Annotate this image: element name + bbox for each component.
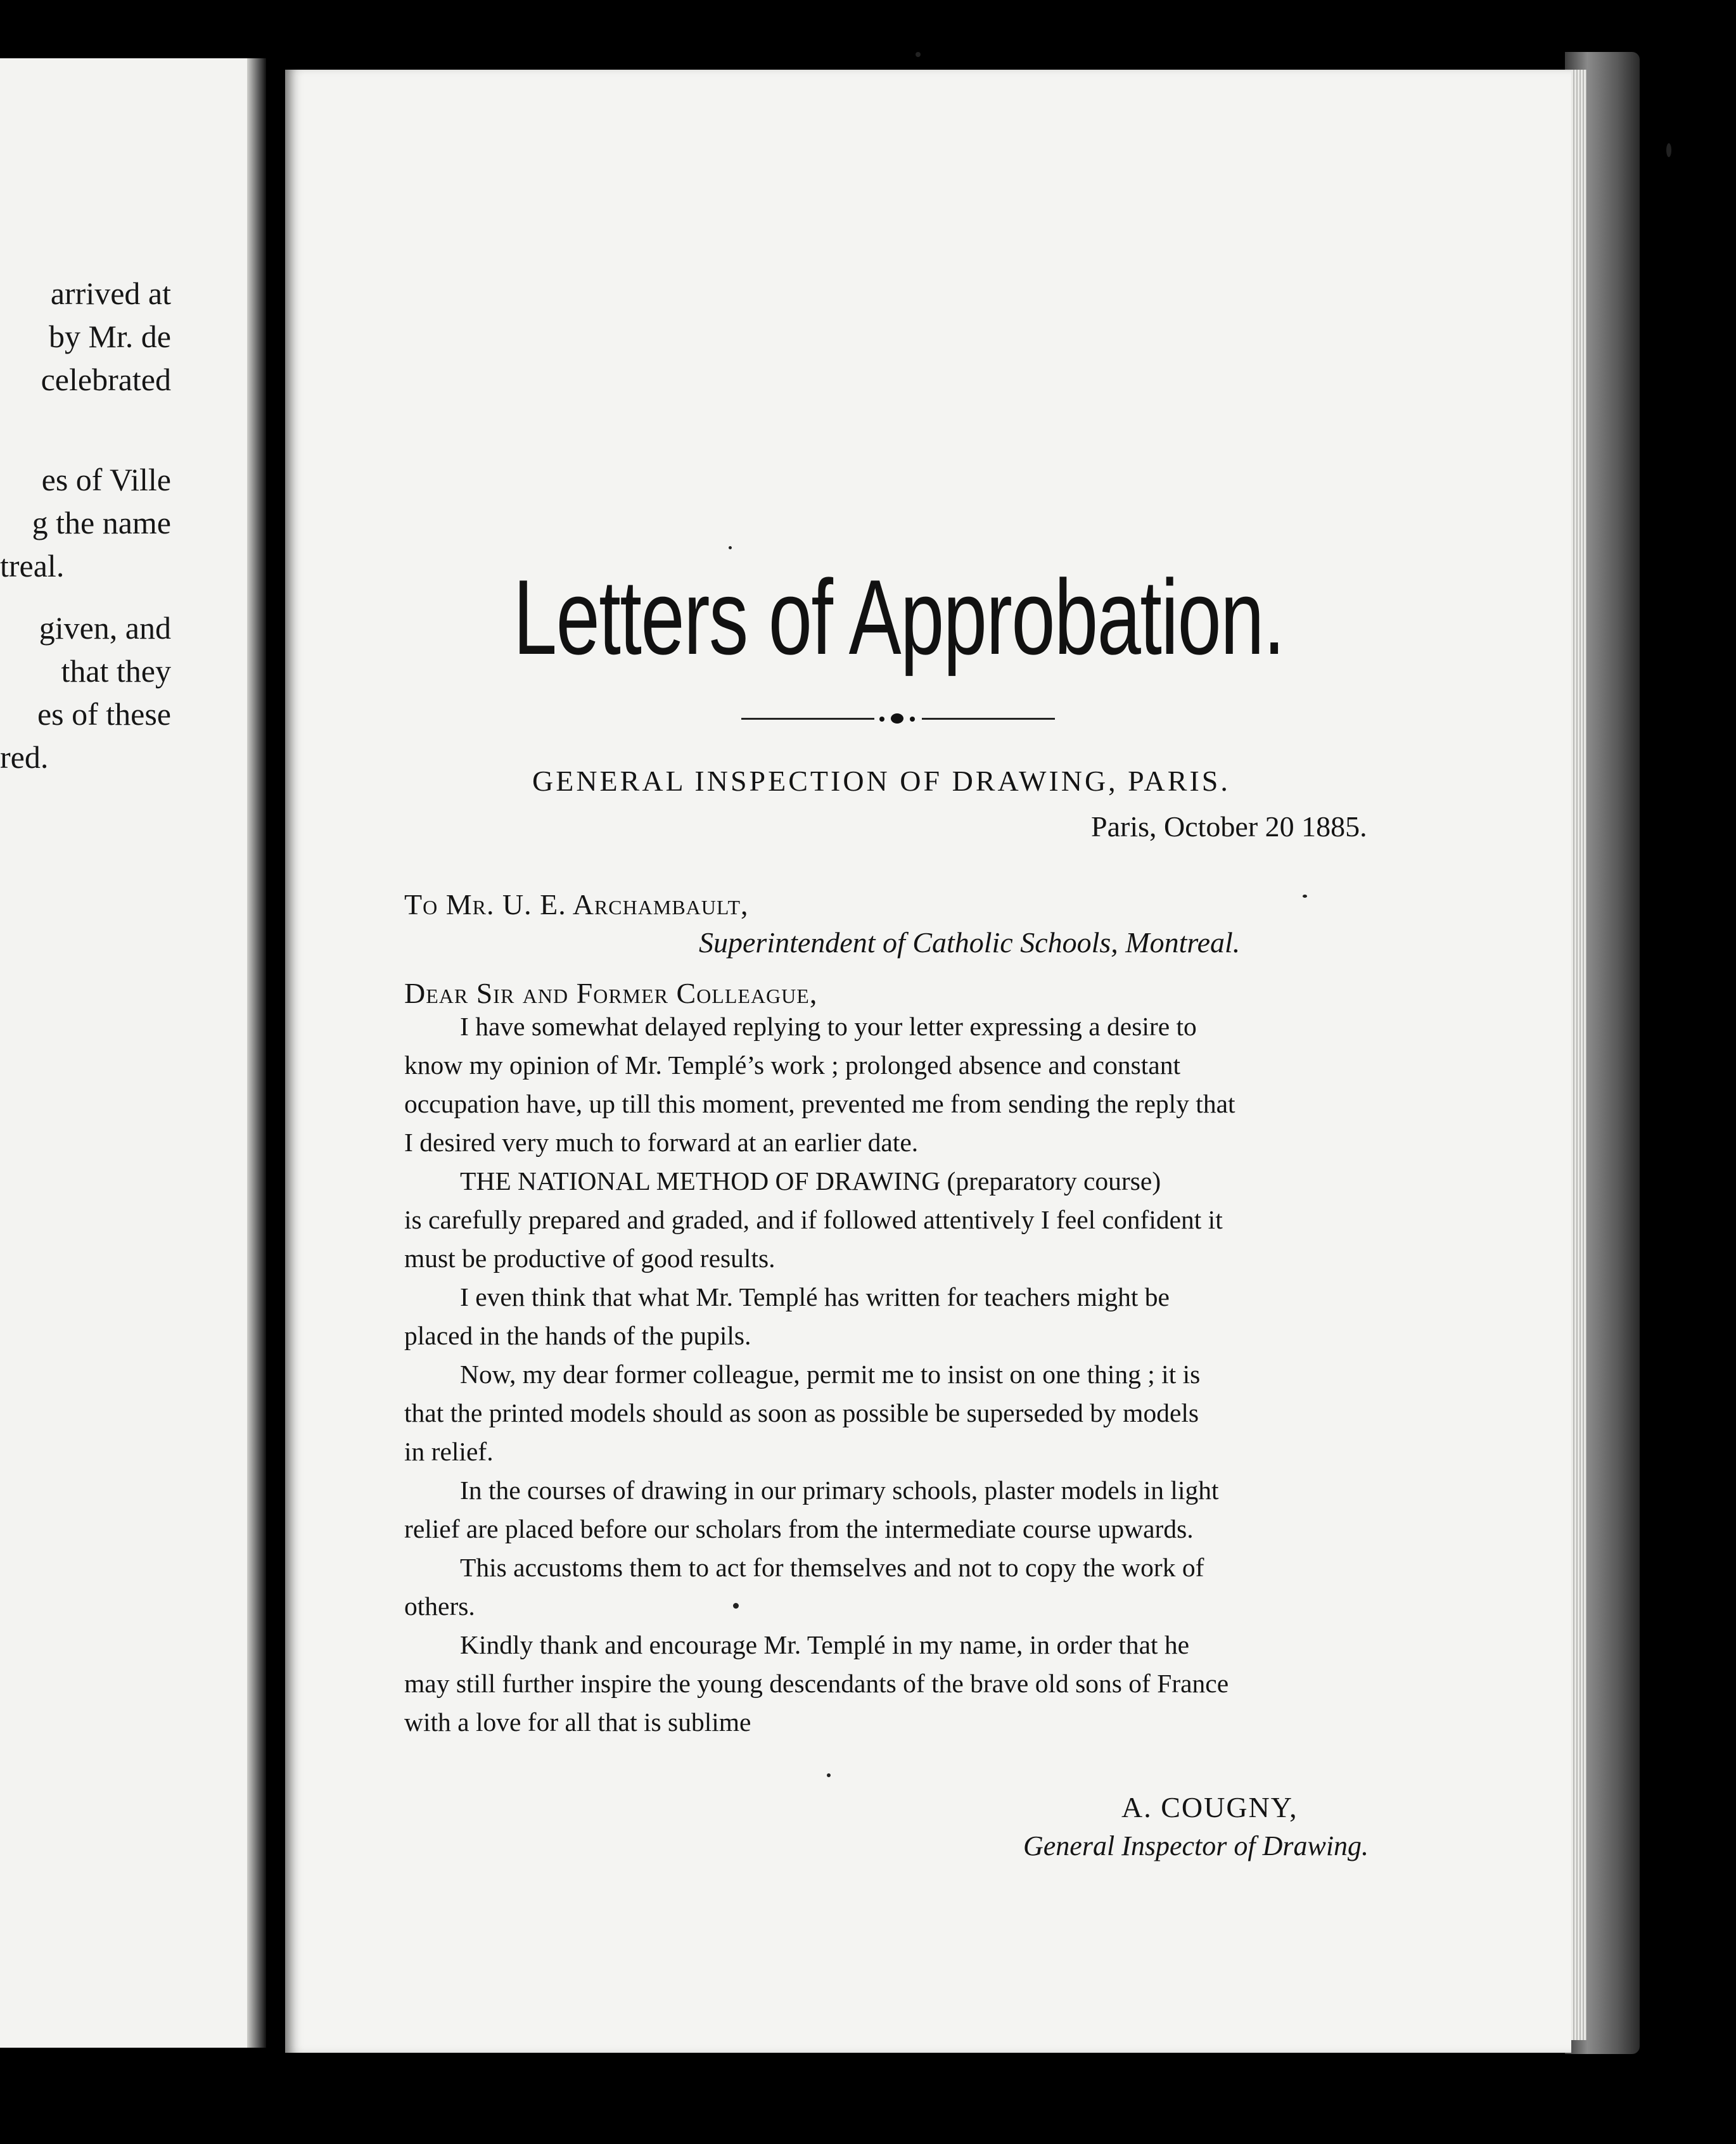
body-line: THE NATIONAL METHOD OF DRAWING (preparatory course) [460,1166,1161,1196]
body-line: Kindly thank and encourage Mr. Templé in my name, in order that he [460,1630,1190,1659]
body-line: may still further inspire the young descendants of the brave old sons of France [404,1669,1229,1698]
body-line: in relief. [404,1437,494,1466]
body-line: must be productive of good results. [404,1244,775,1273]
body-line: with a love for all that is sublime [404,1707,751,1737]
signature-title: General Inspector of Drawing. [1023,1830,1369,1861]
body-line: In the courses of drawing in our primary schools, plaster models in light [460,1476,1219,1505]
left-page-line: celebrated [41,362,171,397]
letter-recipient-title: Superintendent of Catholic Schools, Montreal. [699,926,1241,959]
body-line: I have somewhat delayed replying to your letter expressing a desire to [460,1012,1197,1041]
book-gutter [247,58,266,2048]
print-speck [733,1603,739,1609]
left-facing-page [0,58,261,2048]
left-page-line: g the name [32,505,171,540]
print-speck [827,1773,831,1777]
scan-speck [1666,143,1671,157]
left-page-line: by Mr. de [48,319,171,354]
left-page-line: treal. [0,548,65,584]
left-page-line: red. [0,739,49,775]
body-line: This accustoms them to act for themselves and not to copy the work of [460,1553,1204,1582]
body-line: I desired very much to forward at an earlier date. [404,1128,919,1157]
letter-salutation: Dear Sir and Former Colleague, [404,977,818,1009]
scan-speck [916,52,921,57]
left-page-line: that they [61,653,171,689]
body-line: occupation have, up till this moment, prevented me from sending the reply that [404,1089,1235,1118]
letter-heading: GENERAL INSPECTION OF DRAWING, PARIS. [532,765,1230,797]
left-page-line: given, and [39,610,171,646]
body-line: placed in the hands of the pupils. [404,1321,751,1350]
page-title: Letters of Approbation. [513,558,1284,677]
title-ornament [741,710,1055,729]
body-line: know my opinion of Mr. Templé’s work ; prolonged absence and constant [404,1050,1180,1080]
letter-recipient: To Mr. U. E. Archambault, [404,888,749,921]
body-line: others. [404,1592,475,1621]
print-speck [1303,895,1307,898]
left-page-line: es of Ville [41,462,171,497]
left-page-line: es of these [37,696,171,732]
body-line: is carefully prepared and graded, and if followed attentively I feel confident it [404,1205,1223,1234]
letter-dateline: Paris, October 20 1885. [1091,810,1367,843]
body-line: relief are placed before our scholars from the intermediate course upwards. [404,1514,1194,1543]
print-speck [729,546,732,549]
body-line: I even think that what Mr. Templé has written for teachers might be [460,1282,1170,1311]
body-line: that the printed models should as soon as possible be superseded by models [404,1398,1199,1427]
left-page-line: arrived at [50,276,171,311]
body-line: Now, my dear former colleague, permit me to insist on one thing ; it is [460,1360,1201,1389]
signature-name: A. COUGNY, [1121,1791,1298,1823]
document-page [285,70,1571,2053]
